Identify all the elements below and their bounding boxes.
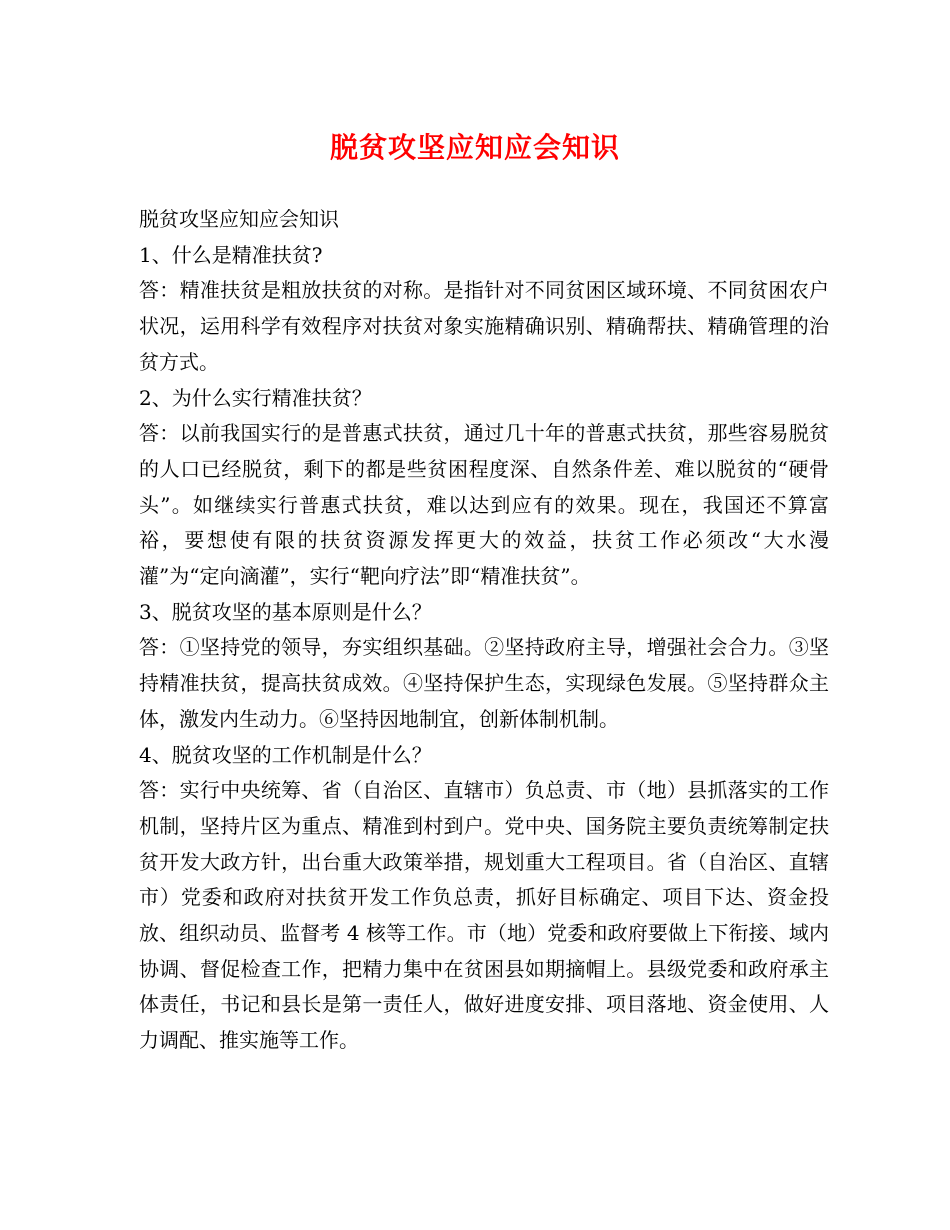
question-2: 2、为什么实行精准扶贫？ [139,385,372,410]
answer-4: 答：实行中央统筹、省（自治区、直辖市）负总责、市（地）县抓落实的工作机制，坚持片区为重点、精准到村到户。党中央、国务院主要负责统筹制定扶贫开发大政方针，出台重大政策举措，规划重大工程项目。省（自治区、直辖市）党委和政府对扶贫开发工作负总责，抓好目标确定、项目下达、资金投放、组织动员、监督考 4 核等工作。市（地）党委和政府要做上下衔接、域内协调、督促检查工作，把精力集中在贫困县如期摘帽上。县级党委和政府承主体责任，书记和县长是第一责任人，做好进度安排、项目落地、资金使用、人力调配、推实施等工作。 [139,778,829,1053]
question-1: 1、什么是精准扶贫? [139,242,323,267]
question-3: 3、脱贫攻坚的基本原则是什么？ [139,599,432,624]
answer-2: 答：以前我国实行的是普惠式扶贫，通过几十年的普惠式扶贫，那些容易脱贫的人口已经脱贫，剩下的都是些贫困程度深、自然条件差、难以脱贫的“硬骨头”。如继续实行普惠式扶贫，难以达到应有的效果。现在，我国还不算富裕，要想使有限的扶贫资源发挥更大的效益，扶贫工作必须改“大水漫灌”为“定向滴灌”，实行“靶向疗法”即“精准扶贫”。 [139,421,829,589]
subtitle-paragraph: 脱贫攻坚应知应会知识 [139,207,339,231]
answer-3: 答：①坚持党的领导，夯实组织基础。②坚持政府主导，增强社会合力。③坚持精准扶贫，提高扶贫成效。④坚持保护生态，实现绿色发展。⑤坚持群众主体，激发内生动力。⑥坚持因地制宜，创新体制机制。 [139,635,829,731]
document-body [139,202,829,1059]
document-title: 脱贫攻坚应知应会知识 [329,131,620,164]
answer-1: 答：精准扶贫是粗放扶贫的对称。是指针对不同贫困区域环境、不同贫困农户状况，运用科学有效程序对扶贫对象实施精确识别、精确帮扶、精确管理的治贫方式。 [139,278,829,374]
question-4: 4、脱贫攻坚的工作机制是什么？ [139,742,432,767]
